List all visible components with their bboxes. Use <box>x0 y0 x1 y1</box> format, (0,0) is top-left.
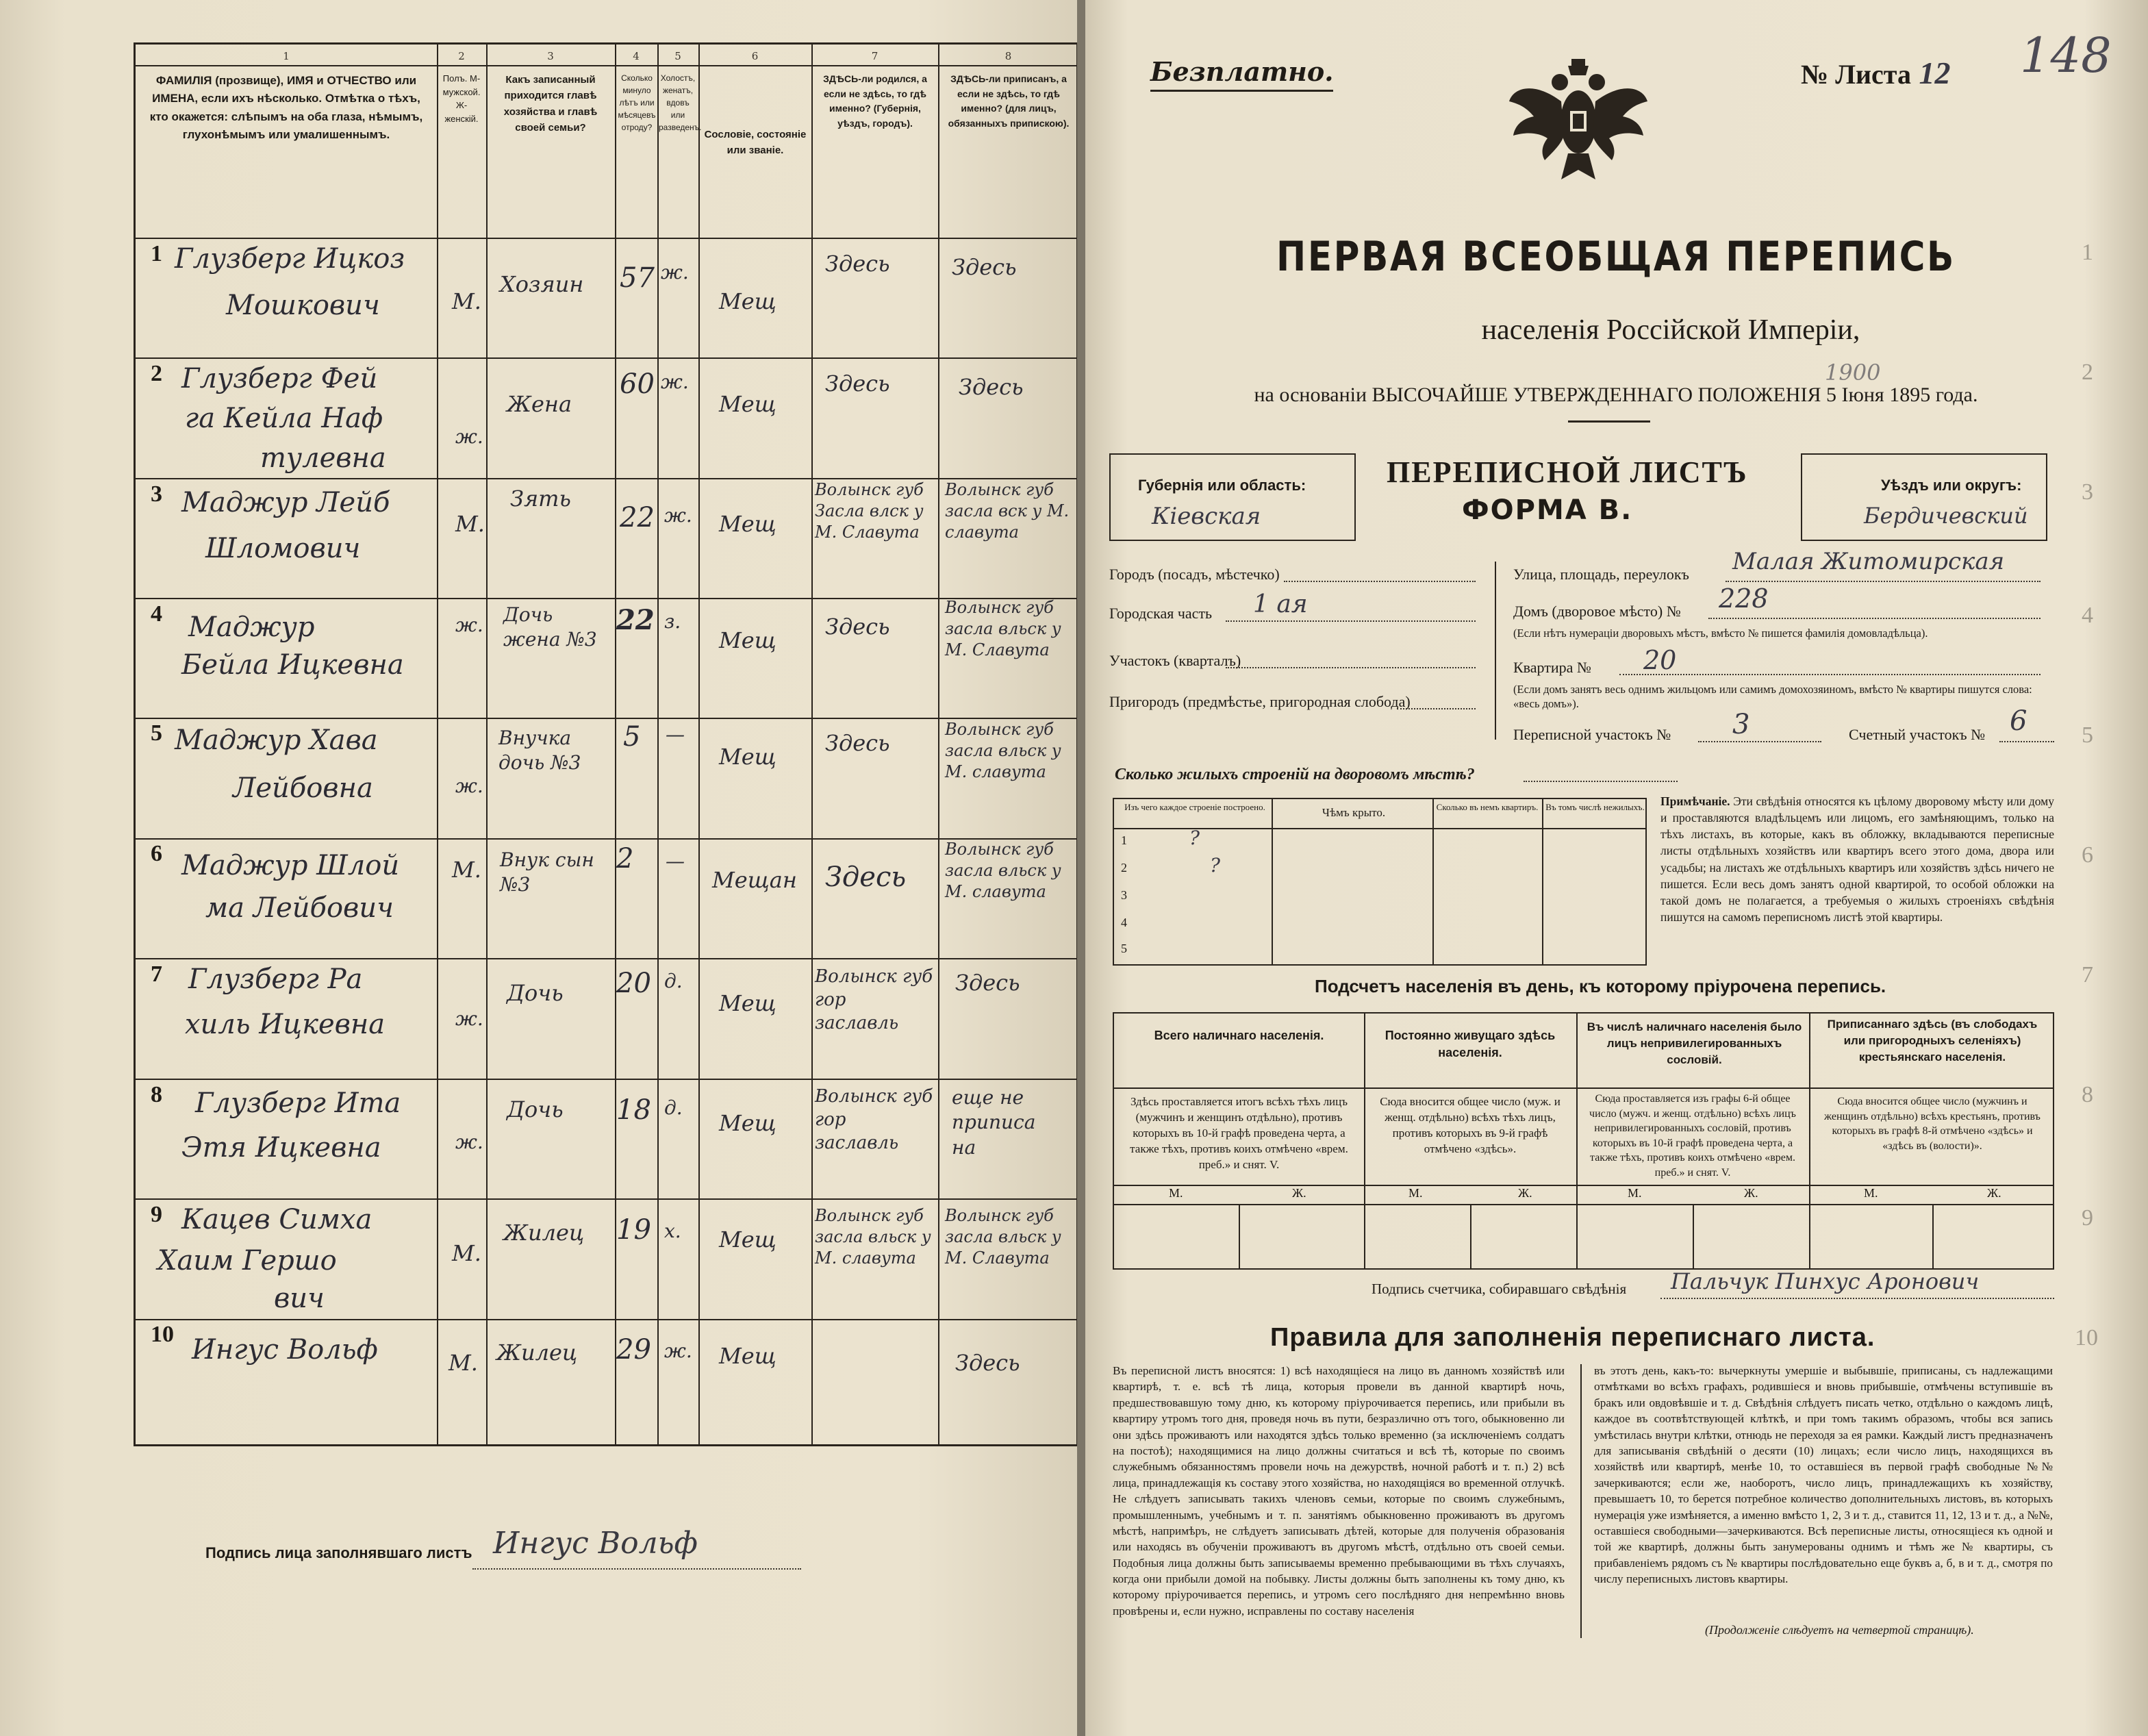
apartment-note: (Если домъ занятъ весь однимъ жильцомъ или самимъ домохозяиномъ, вмѣсто № квартиры пишутся слова: «весь домъ»). <box>1513 683 2032 711</box>
row-divider <box>136 1198 1076 1200</box>
column-number: 2 <box>458 50 465 62</box>
column-divider <box>486 45 488 1444</box>
sub-header-female: Ж. <box>1744 1186 1758 1200</box>
row-divider <box>136 598 1076 599</box>
person-relation: Жена <box>507 391 572 417</box>
uezd-box <box>1801 453 2047 541</box>
person-relation: Внук сын №3 <box>500 848 594 896</box>
person-age: 19 <box>616 1214 651 1246</box>
person-estate: Мещ <box>719 1343 776 1369</box>
person-marital: ж. <box>664 504 692 527</box>
person-relation: Хозяин <box>500 271 584 297</box>
district-label: Участокъ (кварталъ) <box>1109 652 1241 669</box>
population-header-permanent: Постоянно живущаго здѣсь населенія. <box>1385 1029 1556 1060</box>
sub-header-female: Ж. <box>1518 1186 1532 1200</box>
person-age: 20 <box>616 968 651 999</box>
sub-header-female: Ж. <box>1292 1186 1306 1200</box>
house-value: 228 <box>1719 583 1769 614</box>
person-estate: Мещ <box>719 990 776 1016</box>
person-estate: Мещ <box>719 288 776 314</box>
document-subtitle: населенія Россійской Имперіи, <box>1481 314 1860 346</box>
counter-signature-field[interactable] <box>1660 1298 2054 1299</box>
guberniya-value: Кіевская <box>1152 503 1261 530</box>
city-part-field[interactable] <box>1226 620 1476 622</box>
person-marital: — <box>666 723 685 746</box>
person-name-line: Маджур Шлой <box>181 850 400 881</box>
person-marital: ж. <box>664 1339 692 1362</box>
person-registration: Волынск губ засла вльск у М. Славута <box>945 598 1061 660</box>
person-relation: Жилец <box>496 1339 578 1366</box>
row-number: 6 <box>151 841 162 866</box>
row-number: 10 <box>151 1322 174 1347</box>
person-name-line: га Кейла Наф <box>185 403 383 434</box>
sub-header-male: М. <box>1408 1186 1423 1200</box>
person-name-line: Ингус Вольф <box>192 1334 378 1366</box>
person-sex: ж. <box>455 1007 483 1030</box>
buildings-header-roof: Чѣмъ крыто. <box>1322 806 1386 819</box>
column-number: 3 <box>547 50 554 62</box>
uezd-label: Уѣздъ или округъ: <box>1881 477 2022 494</box>
person-birthplace: Здесь <box>825 861 907 893</box>
column-number: 6 <box>751 50 759 62</box>
person-sex: М. <box>452 857 481 883</box>
margin-number: 8 <box>2082 1082 2093 1107</box>
household-signature: Ингус Вольф <box>493 1526 698 1561</box>
counter-signature-label: Подпись счетчика, собиравшаго свѣдѣнія <box>1372 1281 1627 1297</box>
count-area-field[interactable] <box>1999 741 2054 742</box>
margin-number: 7 <box>2082 962 2093 987</box>
person-age: 2 <box>616 843 634 875</box>
person-name-line: Шломович <box>205 533 361 564</box>
person-relation: Зять <box>510 486 571 512</box>
house-field[interactable] <box>1708 618 2040 619</box>
header-name: ФАМИЛІЯ (прозвище), ИМЯ и ОТЧЕСТВО или ИМЕНА, если ихъ нѣсколько. Отмѣтка о тѣхъ, кто окажется: слѣпымъ на оба глаза, нѣмымъ, глухонѣмымъ или умалишеннымъ. <box>149 74 423 142</box>
row-divider <box>136 838 1076 840</box>
person-marital: ж. <box>661 261 689 284</box>
person-name-line: Маджур <box>188 612 315 643</box>
double-headed-eagle-emblem <box>1506 53 1650 184</box>
person-name-line: вич <box>274 1283 325 1314</box>
signature-label: Подпись лица заполнявшаго листъ <box>205 1544 472 1561</box>
signature-line <box>472 1568 801 1570</box>
person-birthplace: Здесь <box>825 730 890 756</box>
population-body-permanent: Сюда вносится общее число (муж. и женщ. отдѣльно) всѣхъ тѣхъ лицъ, противъ которыхъ въ 9-й графѣ отмѣчено «здѣсь». <box>1380 1095 1561 1155</box>
person-estate: Мещ <box>719 627 776 653</box>
district-field[interactable] <box>1226 667 1476 668</box>
person-estate: Мещ <box>719 511 776 537</box>
column-divider <box>437 45 438 1444</box>
person-registration: Волынск губ засла вск у М. славута <box>945 480 1070 542</box>
person-marital: — <box>666 850 685 872</box>
column-number: 8 <box>1004 50 1012 62</box>
sheet-number-value: 12 <box>1919 55 1951 90</box>
person-registration: Здесь <box>959 374 1024 400</box>
buildings-header-apartments: Сколько въ немъ квартиръ. <box>1436 802 1539 812</box>
column-number: 5 <box>674 50 681 62</box>
person-sex: ж. <box>455 775 483 797</box>
person-registration: Здесь <box>952 254 1017 280</box>
margin-number: 2 <box>2082 360 2093 385</box>
divider <box>1568 420 1650 423</box>
column-number: 7 <box>871 50 879 62</box>
row-divider <box>136 357 1076 359</box>
census-area-field[interactable] <box>1698 741 1821 742</box>
population-body-total: Здѣсь проставляется итогъ всѣхъ тѣхъ лицъ (мужчинъ и женщинъ отдѣльно), противъ которыхъ въ 10-й графѣ проведена черта, а также тѣхъ, противъ коихъ отмѣчено «врем. преб.» и снят. V. <box>1130 1095 1348 1171</box>
person-registration: Волынск губ засла вльск у М. славута <box>945 840 1061 902</box>
row-number: 3 <box>151 481 162 507</box>
document-basis: на основаніи ВЫСОЧАЙШЕ УТВЕРЖДЕННАГО ПОЛОЖЕНІЯ 5 Іюня 1895 года. <box>1254 383 1978 406</box>
person-birthplace: Волынск губ гор заславль <box>815 966 933 1033</box>
person-birthplace: Здесь <box>825 370 890 397</box>
buildings-question: Сколько жилыхъ строеній на дворовомъ мѣстѣ? <box>1115 766 1475 783</box>
person-marital: ж. <box>661 370 689 393</box>
population-header-peasants: Приписаннаго здѣсь (въ слободахъ или пригородныхъ селеніяхъ) крестьянскаго населенія. <box>1827 1018 2038 1064</box>
person-age: 60 <box>620 368 655 400</box>
document-title: ПЕРВАЯ ВСЕОБЩАЯ ПЕРЕПИСЬ <box>1276 233 1956 281</box>
person-name-line: Мошкович <box>226 290 380 321</box>
city-field[interactable] <box>1284 581 1476 582</box>
margin-number: 4 <box>2082 603 2093 628</box>
margin-number: 3 <box>2082 479 2093 505</box>
person-birthplace: Волынск губ Засла влск у М. Славута <box>815 480 924 542</box>
sub-header-male: М. <box>1628 1186 1642 1200</box>
rules-title: Правила для заполненія переписнаго листа. <box>1270 1323 1875 1352</box>
person-marital: д. <box>664 970 683 992</box>
header-sex: Полъ. М-мужской. Ж-женскій. <box>442 73 481 124</box>
rules-column-1: Въ переписной листъ вносятся: 1) всѣ находящіеся на лицо въ данномъ хозяйствѣ или квартирѣ, т. е. всѣ тѣ лица, которыя провели въ данной квартирѣ ночь, предшествовавшую тому дню, къ которому пріурочивается перепись, или прибыли въ квартиру утромъ того дня, проведя ночь въ пути, безразлично отъ того, обыкновенно ли они здѣсь проживаютъ или находятся здѣсь только временно (за исключеніемъ солдатъ на постоѣ); находящимися на лицо должны считаться и всѣ тѣ, которые по своимъ служебнымъ обязанностямъ провели ночь на дежурствѣ, ночной работѣ и т. п.) 2) всѣ лица, принадлежащія къ составу этого хозяйства, но находящіяся во временной отлучкѣ. Не слѣдуетъ записывать такихъ членовъ семьи, которые по своимъ служебнымъ, промышленнымъ, учебнымъ и т. п. занятіямъ обыкновенно проживаютъ въ другомъ мѣстѣ, напримѣръ, не слѣдуетъ записывать дѣтей, которые для полученія образованія или находясь въ обученіи проживаютъ въ другомъ мѣстѣ, отдѣльно отъ своей семьи. Подобныя лица должны быть записываемы временно пребывающими въ тѣхъ случаяхъ, когда они прибыли домой на побывку. Листы должны быть заполнены къ тому дню, къ которому пріурочивается перепись, и утромъ сего послѣдняго дня непремѣнно вновь провѣрены и, если нужно, исправлены по составу населенія <box>1113 1364 1565 1618</box>
margin-number: 1 <box>2082 240 2093 265</box>
person-registration: Волынск губ засла вльск у М. славута <box>945 720 1061 782</box>
header-registration: ЗДѢСЬ-ли приписанъ, а если не здѣсь, то гдѣ именно? (для лицъ, обязанныхъ припискою). <box>948 73 1070 129</box>
person-estate: Мещ <box>719 391 776 417</box>
person-name-line: Лейбовна <box>233 772 373 804</box>
person-registration: Здесь <box>955 970 1020 996</box>
uezd-value: Бердичевский <box>1864 503 2028 529</box>
row-number: 4 <box>151 601 162 627</box>
person-relation: Дочь <box>507 980 564 1006</box>
person-registration: Волынск губ засла вльск у М. Славута <box>945 1206 1061 1268</box>
row-number: 5 <box>151 720 162 746</box>
note-text: Эти свѣдѣнія относятся къ цѣлому дворовому мѣсту или дому и проставляются владѣльцемъ или лицомъ, его замѣняющимъ, только на тѣхъ листахъ, въ которые, какъ въ обложку, вкладываются переписные листы отдѣльныхъ хозяйствъ или квартиръ всего этого дома, двора или усадьбы; на листахъ же отдѣльныхъ квартиръ или хозяйствъ здѣсь ничего не пишется. Если весь домъ занятъ одной квартирой, то особой обложки на такой домъ не полагается, а требуемыя о жилыхъ строеніяхъ свѣдѣнія пишутся на самомъ переписномъ листѣ этой квартиры. <box>1660 794 2055 924</box>
buildings-mark: ? <box>1210 854 1221 877</box>
person-name-line: Глузберг Ицкоз <box>175 243 405 275</box>
person-name-line: Бейла Ицкевна <box>181 649 404 681</box>
header-marital: Холостъ, женатъ, вдовъ или разведенъ. <box>659 73 702 132</box>
row-divider <box>136 718 1076 719</box>
person-birthplace: Здесь <box>825 251 890 277</box>
sub-header-female: Ж. <box>1987 1186 2001 1200</box>
column-divider <box>657 45 659 1444</box>
counter-signature-value: Пальчук Пинхус Аронович <box>1671 1268 1980 1294</box>
person-sex: ж. <box>455 1131 483 1153</box>
person-name-line: Глузберг Фей <box>181 363 378 394</box>
person-name-line: Кацев Симха <box>181 1204 372 1235</box>
sheet-number-label: № Листа <box>1801 59 1911 90</box>
person-relation: Внучка дочь №3 <box>498 727 581 775</box>
person-age: 22 <box>616 604 655 636</box>
person-estate: Мещан <box>712 867 797 893</box>
count-area-label: Счетный участокъ № <box>1849 726 1986 743</box>
header-age: Сколько минуло лѣтъ или мѣсяцевъ отроду? <box>618 73 656 132</box>
column-number: 1 <box>283 50 290 62</box>
person-name-line: хиль Ицкевна <box>185 1009 386 1040</box>
person-name-line: ма Лейбович <box>205 892 394 924</box>
person-age: 22 <box>620 502 655 533</box>
person-name-line: Глузберг Ра <box>188 964 363 995</box>
buildings-row-number: 4 <box>1121 916 1127 929</box>
person-registration: еще не приписа на <box>952 1086 1036 1159</box>
buildings-header-nonresidential: Въ томъ числѣ нежилыхъ. <box>1545 802 1645 812</box>
count-area-value: 6 <box>2010 705 2027 737</box>
rules-column-2: въ этотъ день, какъ-то: вычеркнуты умершіе и выбывшіе, приписаны, съ надлежащими отмѣтками во всѣхъ графахъ, родившіеся и вновь прибывшіе, отмѣчены вступившіе въ бракъ или овдовѣвшіе и т. д. Свѣдѣнія слѣдуетъ писать четко, отдѣльно о каждомъ лицѣ, каждое въ соотвѣтствующей клѣткѣ, и при томъ такимъ образомъ, чтобы вся запись умѣстилась внутри клѣтки, отнюдь не переходя за ея рамки. Каждый листъ предназначенъ для записыванія свѣдѣній о десяти (10) лицахъ; если число лицъ, находящихся въ хозяйствѣ или квартирѣ, менѣе 10, то оставшіеся въ первой графѣ свободные №№ зачеркиваются; если же, наоборотъ, число лицъ, принадлежащихъ къ хозяйству, превышаетъ 10, то берется потребное количество дополнительныхъ листовъ, въ которыхъ нумерація уже измѣняется, а именно вмѣсто 1, 2, 3 и т. д., ставится 11, 12, 13 и т. д., а №№, оставшіеся свободными—зачеркиваются. Всѣ переписные листы, относящіеся къ одной и той же квартирѣ, должны быть занумерованы однимъ и тѣмъ же № квартиры, съ прибавленіемъ рядомъ съ № квартиры послѣдовательно еще буквъ а, б, в и т. д., смотря по числу переписныхъ листовъ квартиры. <box>1594 1364 2053 1586</box>
divider <box>1495 562 1496 740</box>
population-body-peasants: Сюда вносится общее число (мужчинъ и женщинъ отдѣльно) всѣхъ крестьянъ, противъ которыхъ въ графѣ 8-й отмѣчено «здѣсь» и «здѣсь въ (волости)». <box>1824 1096 2040 1152</box>
person-sex: ж. <box>455 614 483 636</box>
margin-number: 9 <box>2082 1205 2093 1231</box>
free-label: Безплатно. <box>1150 56 1333 92</box>
sub-header-male: М. <box>1864 1186 1878 1200</box>
person-estate: Мещ <box>719 1226 776 1253</box>
column-divider <box>698 45 700 1444</box>
person-marital: д. <box>664 1096 683 1119</box>
person-birthplace: Здесь <box>825 614 890 640</box>
row-divider <box>136 478 1076 479</box>
house-note: (Если нѣтъ нумераціи дворовыхъ мѣстъ, вмѣсто № пишется фамилія домовладѣльца). <box>1513 627 1928 640</box>
margin-number: 5 <box>2082 722 2093 748</box>
note-title: Примѣчаніе. <box>1660 794 1730 808</box>
person-estate: Мещ <box>719 1110 776 1136</box>
person-sex: ж. <box>455 425 483 448</box>
guberniya-box <box>1109 453 1356 541</box>
person-relation: Дочь <box>507 1096 564 1122</box>
city-part-label: Городская часть <box>1109 605 1213 622</box>
row-divider <box>136 238 1076 239</box>
sub-header-male: М. <box>1169 1186 1183 1200</box>
header-relation: Какъ записанный приходится главѣ хозяйства и главѣ своей семьи? <box>503 74 598 134</box>
column-divider <box>938 45 939 1444</box>
person-sex: М. <box>452 1240 481 1266</box>
street-field[interactable] <box>1726 581 2040 582</box>
row-number: 2 <box>151 361 162 386</box>
apartment-label: Квартира № <box>1513 659 1591 676</box>
divider <box>1580 1364 1582 1638</box>
city-label: Городъ (посадъ, мѣстечко) <box>1109 566 1280 583</box>
row-divider <box>136 958 1076 959</box>
person-age: 18 <box>616 1094 651 1126</box>
header-birthplace: ЗДѢСЬ-ли родился, а если не здѣсь, то гдѣ именно? (Губернія, уѣздъ, городъ). <box>823 73 927 129</box>
buildings-row-number: 1 <box>1121 833 1127 847</box>
buildings-mark: ? <box>1189 827 1200 849</box>
archive-stamp: 148 <box>2020 27 2112 84</box>
person-relation: Дочь жена №3 <box>503 603 597 651</box>
buildings-table <box>1113 798 1647 966</box>
apartment-field[interactable] <box>1619 674 2040 675</box>
buildings-row-number: 2 <box>1121 861 1127 875</box>
buildings-row-number: 5 <box>1121 942 1127 955</box>
person-birthplace: Волынск губ засла вльск у М. славута <box>815 1206 931 1268</box>
buildings-field[interactable] <box>1524 781 1678 782</box>
rules-continued: (Продолженіе слѣдуетъ на четвертой страницѣ). <box>1705 1623 1974 1637</box>
person-relation: Жилец <box>503 1220 585 1246</box>
person-name-line: Этя Ицкевна <box>181 1132 381 1163</box>
person-name-line: Хаим Гершо <box>157 1245 337 1276</box>
margin-note: 1900 <box>1825 360 1881 386</box>
census-area-value: 3 <box>1732 709 1750 740</box>
margin-number: 6 <box>2082 842 2093 868</box>
population-body-nonprivileged: Сюда проставляется изъ графы 6-й общее число (мужч. и женщ. отдѣльно) всѣхъ лицъ непривилегированныхъ сословій, противъ которыхъ въ 10-й графѣ проведена черта, а также тѣхъ, противъ коихъ отмѣчено «врем. преб.» и снят. V. <box>1589 1093 1796 1179</box>
row-number: 8 <box>151 1082 162 1107</box>
person-age: 5 <box>623 721 641 753</box>
street-value: Малая Житомирская <box>1732 548 2005 575</box>
form-letter: ФОРМА В. <box>1462 494 1633 526</box>
population-title: Подсчетъ населенія въ день, къ которому пріурочена перепись. <box>1315 976 1886 996</box>
person-age: 57 <box>620 262 655 294</box>
header-estate: Сословіе, состояніе или званіе. <box>704 129 807 157</box>
person-age: 29 <box>616 1334 651 1366</box>
population-table <box>1113 1012 2054 1270</box>
street-label: Улица, площадь, переулокъ <box>1513 566 1689 583</box>
person-sex: М. <box>452 288 481 314</box>
buildings-header-material: Изъ чего каждое строеніе построено. <box>1124 802 1265 812</box>
person-estate: Мещ <box>719 744 776 770</box>
form-title: ПЕРЕПИСНОЙ ЛИСТЪ <box>1387 455 1748 489</box>
person-name-line: Маджур Лейб <box>181 487 390 518</box>
sheet-number <box>1801 55 1950 91</box>
note-block <box>1660 793 2054 925</box>
apartment-value: 20 <box>1643 645 1677 675</box>
column-number: 4 <box>633 50 640 62</box>
person-sex: М. <box>455 511 485 537</box>
person-marital: х. <box>664 1220 681 1242</box>
suburb-label: Пригородъ (предмѣстье, пригородная слобода) <box>1109 693 1411 710</box>
suburb-field[interactable] <box>1397 708 1476 709</box>
row-divider <box>136 65 1076 66</box>
column-divider <box>811 45 813 1444</box>
population-header-total: Всего наличнаго населенія. <box>1154 1029 1324 1042</box>
row-number: 1 <box>151 241 162 266</box>
census-area-label: Переписной участокъ № <box>1513 726 1671 743</box>
row-number: 7 <box>151 961 162 987</box>
house-label: Домъ (дворовое мѣсто) № <box>1513 603 1681 620</box>
person-sex: М. <box>448 1350 478 1376</box>
person-name-line: Глузберг Ита <box>195 1087 401 1119</box>
population-header-nonprivileged: Въ числѣ наличнаго населенія было лицъ непривилегированныхъ сословій. <box>1587 1020 1802 1066</box>
person-name-line: Маджур Хава <box>175 725 378 756</box>
person-marital: з. <box>664 610 681 633</box>
row-divider <box>136 1319 1076 1320</box>
person-registration: Здесь <box>955 1350 1020 1376</box>
row-divider <box>136 1079 1076 1080</box>
person-birthplace: Волынск губ гор заславль <box>815 1086 933 1153</box>
person-name-line: тулевна <box>260 442 386 474</box>
buildings-row-number: 3 <box>1121 888 1127 902</box>
city-part-value: 1 ая <box>1253 590 1308 618</box>
row-number: 9 <box>151 1202 162 1227</box>
guberniya-label: Губернія или область: <box>1138 477 1306 494</box>
margin-number: 10 <box>2075 1325 2098 1350</box>
